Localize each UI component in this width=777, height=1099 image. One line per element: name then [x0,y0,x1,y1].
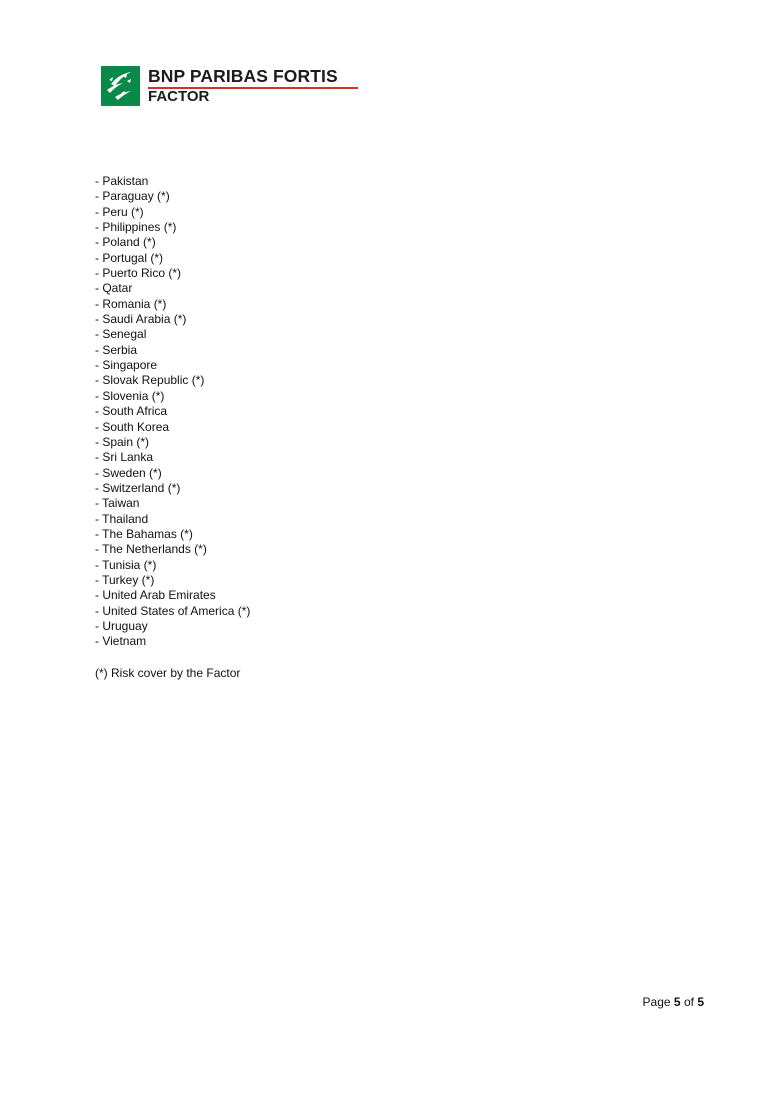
stars-icon [101,66,140,106]
of-word: of [683,995,694,1009]
list-item: - Portugal (*) [95,250,164,265]
list-item: - United States of America (*) [95,603,251,618]
list-item: - Sri Lanka [95,450,154,465]
list-item: - Tunisia (*) [95,557,157,572]
list-item: - Serbia [95,342,138,357]
logo-title: BNP PARIBAS FORTIS [148,66,338,86]
footnote: (*) Risk cover by the Factor [95,666,241,680]
country-list [95,174,250,650]
list-item: - The Bahamas (*) [95,526,193,541]
list-item: - Senegal [95,327,147,342]
list-item: - Spain (*) [95,434,150,449]
list-item: - Turkey (*) [95,572,155,587]
list-item: - Saudi Arabia (*) [95,312,187,327]
page-number [643,995,704,1010]
list-item: - Philippines (*) [95,220,177,235]
list-item: - Peru (*) [95,204,144,219]
page-word: Page [642,995,671,1009]
list-item: - Sweden (*) [95,465,162,480]
list-item: - Romania (*) [95,296,167,311]
list-item: - United Arab Emirates [95,588,216,603]
list-item: - Slovenia (*) [95,388,165,403]
total-pages: 5 [697,995,704,1009]
list-item: - Paraguay (*) [95,189,170,204]
list-item: - Thailand [95,511,149,526]
logo-subtitle: FACTOR [148,88,210,105]
list-item: - Qatar [95,281,133,296]
list-item: - Singapore [95,358,158,373]
current-page: 5 [673,995,681,1009]
list-item: - Uruguay [95,618,148,633]
list-item: - Switzerland (*) [95,480,181,495]
list-item: - Puerto Rico (*) [95,266,182,281]
list-item: - The Netherlands (*) [95,542,207,557]
list-item: - South Korea [95,419,170,434]
list-item: - Vietnam [95,634,147,649]
list-item: - Taiwan [95,496,140,511]
list-item: - Slovak Republic (*) [95,373,205,388]
list-item: - Poland (*) [95,235,156,250]
list-item: - Pakistan [95,174,149,188]
list-item: - South Africa [95,404,168,419]
company-logo [101,66,361,106]
